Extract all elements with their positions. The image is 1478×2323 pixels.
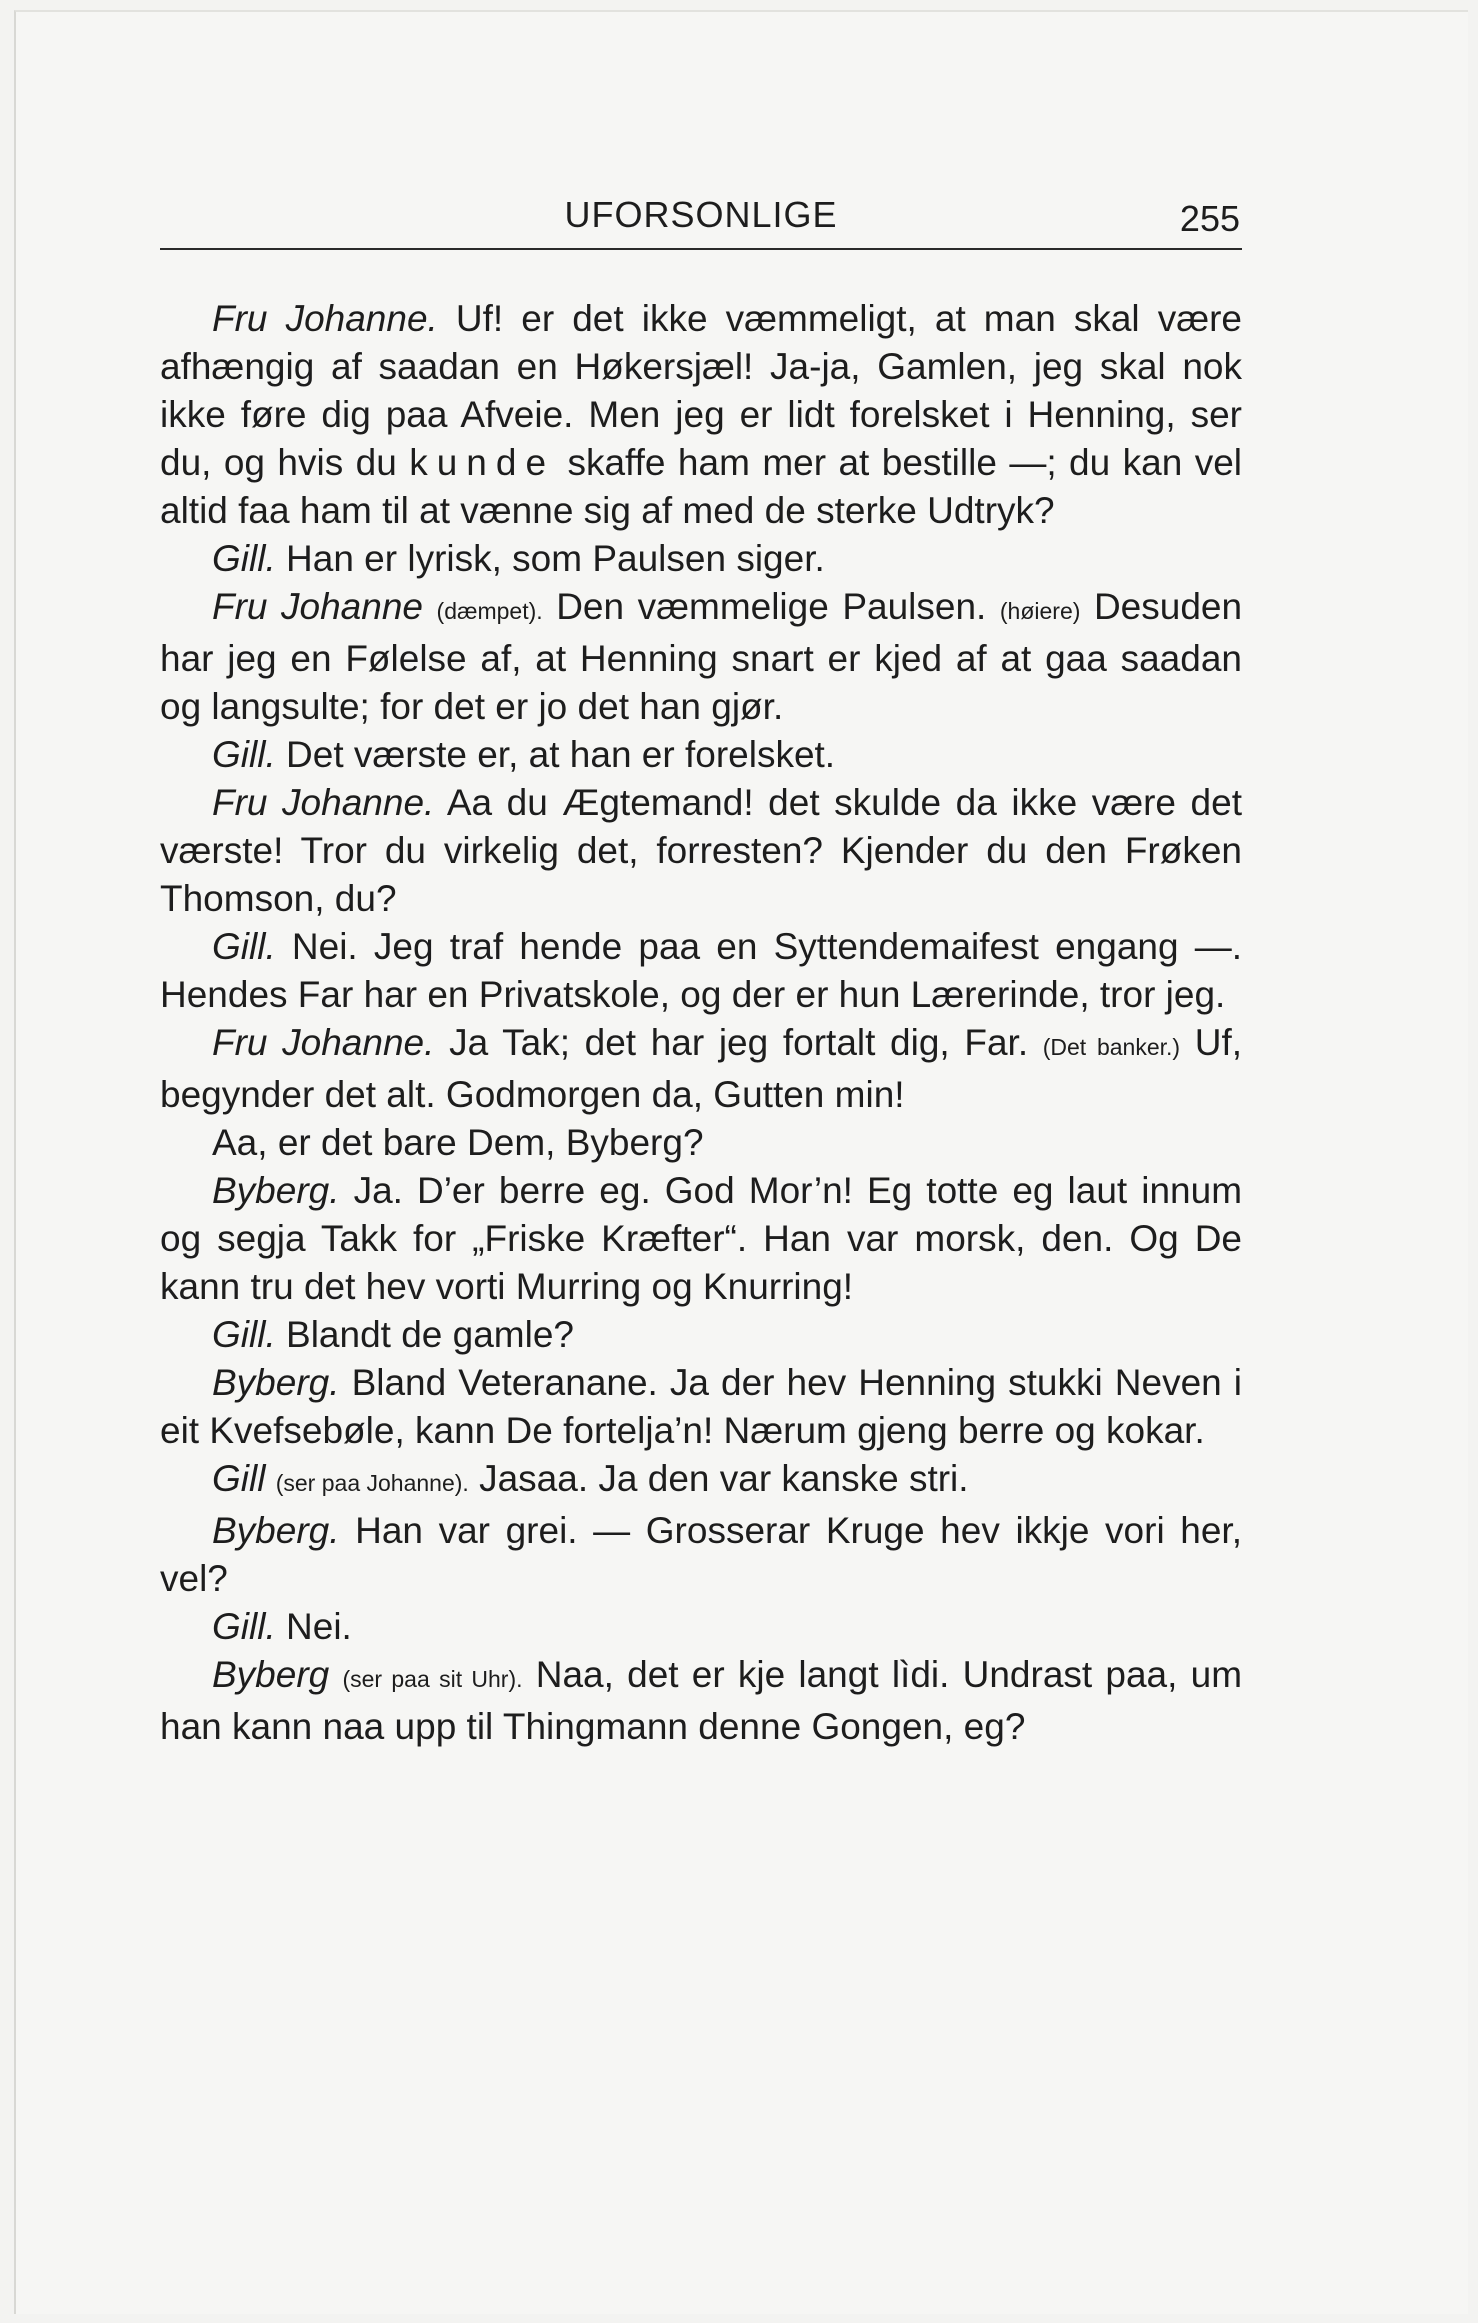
dialogue-line: skaffe ham mer at bestille —; du kan vel altid faa ham til at vænne sig af med de sterke Udtryk? [160, 442, 1242, 531]
speaker-name: Fru Johanne. [212, 1022, 435, 1063]
stage-direction: (dæmpet). [436, 598, 543, 624]
dialogue-line: Bland Veteranane. Ja der hev Henning stukki Neven i eit Kvefsebøle, kann De fortelja’n! Nærum gjeng berre og kokar. [160, 1362, 1242, 1451]
dialogue-line: Nei. [286, 1606, 352, 1647]
dialogue-paragraph [160, 1455, 1242, 1507]
speaker-name: Gill. [212, 734, 276, 775]
dialogue-paragraph [160, 1311, 1242, 1359]
dialogue-paragraph [160, 923, 1242, 1019]
speaker-name: Fru Johanne [212, 586, 423, 627]
speaker-name: Gill. [212, 1314, 276, 1355]
dialogue-line: Nei. Jeg traf hende paa en Syttendemaifest engang —. Hendes Far har en Privatskole, og der er hun Lærerinde, tror jeg. [160, 926, 1242, 1015]
speaker-name: Gill [212, 1458, 266, 1499]
dialogue-line: Den væmmelige Paulsen. [556, 586, 987, 627]
speaker-name: Byberg. [212, 1510, 340, 1551]
stage-direction: (ser paa Johanne). [275, 1470, 469, 1496]
dialogue-line: Han er lyrisk, som Paulsen siger. [286, 538, 825, 579]
dialogue-paragraph [160, 1359, 1242, 1455]
dialogue-paragraph [160, 779, 1242, 923]
running-title: UFORSONLIGE [564, 194, 838, 235]
dialogue-line: Uf, begynder det alt. Godmorgen da, Gutten min! [160, 1022, 1243, 1115]
dialogue-line: Han var grei. — Grosserar Kruge hev ikkje vori her, vel? [160, 1510, 1242, 1599]
dialogue-line: Naa, det er kje langt lìdi. Undrast paa, um han kann naa upp til Thingmann denne Gongen, eg? [160, 1654, 1243, 1747]
dialogue-paragraph [160, 295, 1242, 535]
dialogue-paragraph [160, 1119, 1242, 1167]
stage-direction: (høiere) [999, 598, 1081, 624]
page-header [160, 188, 1242, 250]
dialogue-line: Uf! er det ikke væmmeligt, at man skal være afhængig af saadan en Høkersjæl! Ja-ja, Gamlen, jeg skal nok ikke føre dig paa Afveie. Men jeg er lidt forelsket i Henning, ser du, og hvis du [160, 298, 1243, 483]
dialogue-paragraph [160, 583, 1242, 731]
speaker-name: Byberg. [212, 1170, 340, 1211]
page-number: 255 [1179, 198, 1240, 239]
dialogue-line: Det værste er, at han er forelsket. [286, 734, 836, 775]
dialogue-paragraph [160, 1603, 1242, 1651]
dialogue-line: Jasaa. Ja den var kanske stri. [479, 1458, 969, 1499]
dialogue-line: Ja Tak; det har jeg fortalt dig, Far. [449, 1022, 1029, 1063]
dialogue-paragraph [160, 1167, 1242, 1311]
dialogue-paragraph [160, 1019, 1242, 1119]
speaker-name: Byberg. [212, 1362, 340, 1403]
stage-direction: (ser paa sit Uhr). [342, 1666, 523, 1692]
speaker-name: Gill. [212, 1606, 276, 1647]
speaker-name: Fru Johanne. [212, 298, 438, 339]
dialogue-paragraph [160, 535, 1242, 583]
dialogue-paragraph [160, 731, 1242, 779]
dialogue-text [160, 295, 1242, 1751]
speaker-name: Fru Johanne. [212, 782, 435, 823]
dialogue-line: Aa, er det bare Dem, Byberg? [212, 1122, 704, 1163]
stage-direction: (Det banker.) [1042, 1034, 1181, 1060]
dialogue-paragraph [160, 1507, 1242, 1603]
dialogue-line: Aa du Ægtemand! det skulde da ikke være det værste! Tror du virkelig det, forresten? Kjender du den Frøken Thomson, du? [160, 782, 1242, 919]
speaker-name: Gill. [212, 926, 276, 967]
dialogue-paragraph [160, 1651, 1242, 1751]
dialogue-line: Blandt de gamle? [286, 1314, 574, 1355]
speaker-name: Gill. [212, 538, 276, 579]
speaker-name: Byberg [212, 1654, 330, 1695]
dialogue-line: Desuden har jeg en Følelse af, at Henning snart er kjed af at gaa saadan og langsulte; for det er jo det han gjør. [160, 586, 1243, 727]
emphasized-word: kunde [409, 442, 556, 483]
dialogue-line: Ja. D’er berre eg. God Mor’n! Eg totte eg laut innum og segja Takk for „Friske Kræfter“. Han var morsk, den. Og De kann tru det hev vorti Murring og Knurring! [160, 1170, 1243, 1307]
